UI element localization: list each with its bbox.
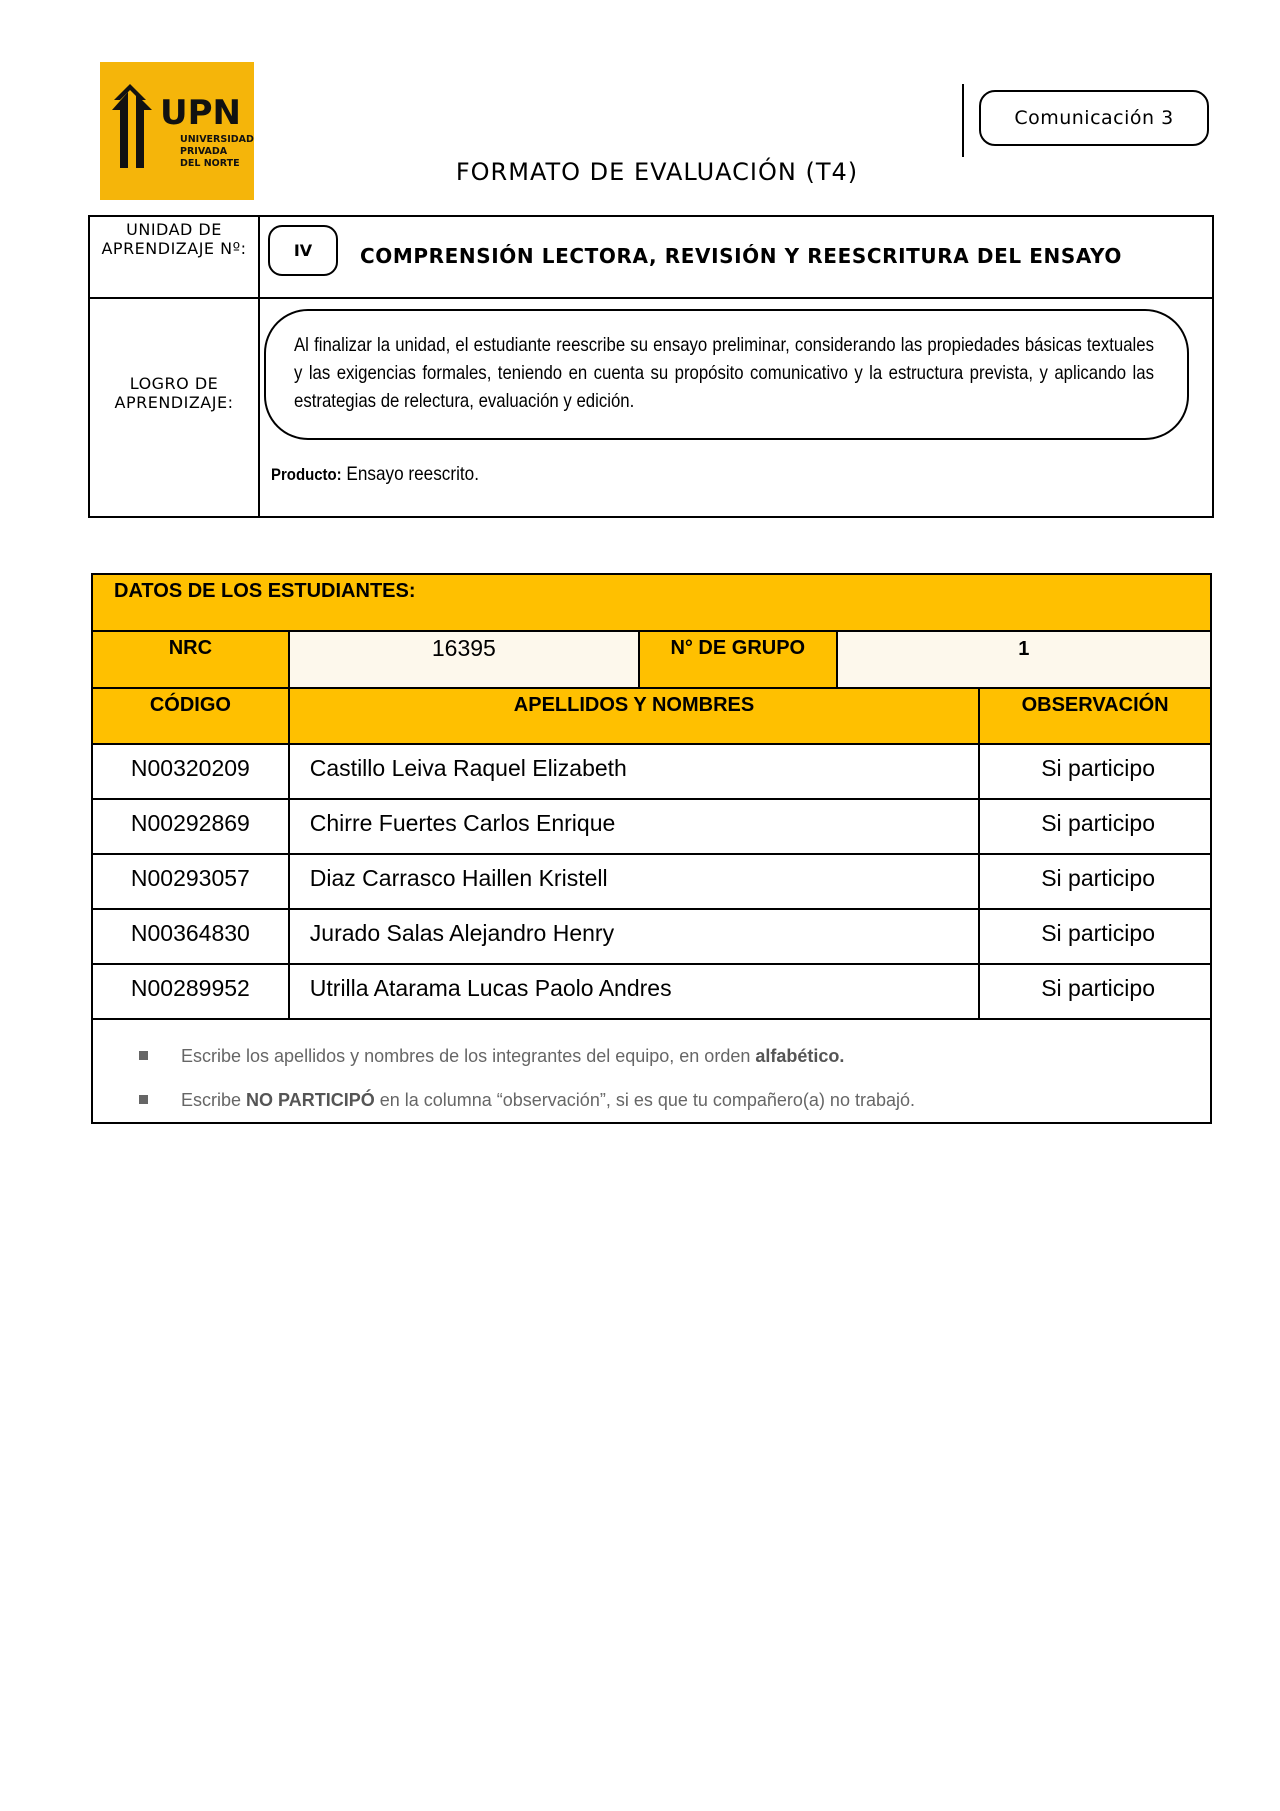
students-table — [91, 573, 1212, 1124]
student-code: N00320209 — [92, 744, 289, 799]
course-divider — [962, 84, 964, 157]
student-observation: Si participo — [979, 799, 1211, 854]
student-name: Jurado Salas Alejandro Henry — [289, 909, 979, 964]
col-header-obs: OBSERVACIÓN — [979, 688, 1211, 744]
unit-number: IV — [268, 225, 338, 276]
logo-line-2: PRIVADA — [180, 146, 228, 157]
page-title: FORMATO DE EVALUACIÓN (T4) — [455, 158, 859, 186]
instruction-item: Escribe NO PARTICIPÓ en la columna “observación”, si es que tu compañero(a) no trabajó. — [139, 1078, 1210, 1122]
nrc-label-cell — [92, 631, 289, 688]
square-bullet-icon — [139, 1051, 148, 1060]
student-observation: Si participo — [979, 909, 1211, 964]
student-name: Diaz Carrasco Haillen Kristell — [289, 854, 979, 909]
student-code: N00289952 — [92, 964, 289, 1019]
unit-label: UNIDAD DE APRENDIZAJE Nº: — [101, 220, 247, 258]
col-header-code: CÓDIGO — [92, 688, 289, 744]
product-line — [271, 463, 479, 486]
logro-text: Al finalizar la unidad, el estudiante reescribe su ensayo preliminar, considerando las propiedades básicas textuales y las exigencias formales, teniendo en cuenta su propósito comunicativo y la estructura prevista, y aplicando las estrategias de relectura, evaluación y edición. — [294, 334, 1154, 412]
group-label-cell — [639, 631, 837, 688]
unit-table-divider-h — [88, 297, 1214, 299]
square-bullet-icon — [139, 1095, 148, 1104]
col-header-name: APELLIDOS Y NOMBRES — [289, 688, 979, 744]
student-name: Utrilla Atarama Lucas Paolo Andres — [289, 964, 979, 1019]
table-row — [92, 964, 1211, 1019]
table-row — [92, 854, 1211, 909]
product-value: Ensayo reescrito. — [346, 463, 479, 485]
upn-arrow-icon — [112, 84, 152, 168]
logro-label: LOGRO DE APRENDIZAJE: — [114, 374, 234, 412]
logo-line-3: DEL NORTE — [180, 158, 240, 169]
students-section-title: DATOS DE LOS ESTUDIANTES: — [114, 580, 416, 602]
unit-title: COMPRENSIÓN LECTORA, REVISIÓN Y REESCRITURA DEL ENSAYO — [360, 244, 1122, 268]
table-row — [92, 744, 1211, 799]
group-label: N° DE GRUPO — [670, 637, 806, 659]
student-code: N00292869 — [92, 799, 289, 854]
students-section-cell — [92, 574, 1211, 631]
logo-name: UPN — [160, 93, 241, 133]
table-row — [92, 799, 1211, 854]
group-value: 1 — [837, 631, 1211, 688]
instructions-cell — [92, 1019, 1211, 1123]
unit-table-divider-v — [258, 215, 260, 518]
student-observation: Si participo — [979, 744, 1211, 799]
logo-line-1: UNIVERSIDAD — [180, 134, 254, 145]
student-name: Chirre Fuertes Carlos Enrique — [289, 799, 979, 854]
logro-box — [264, 309, 1189, 440]
course-badge: Comunicación 3 — [979, 90, 1209, 146]
product-label: Producto: — [271, 465, 342, 484]
instruction-item: Escribe los apellidos y nombres de los integrantes del equipo, en orden alfabético. — [139, 1034, 1210, 1078]
nrc-label: NRC — [168, 637, 213, 659]
student-name: Castillo Leiva Raquel Elizabeth — [289, 744, 979, 799]
student-observation: Si participo — [979, 964, 1211, 1019]
table-row — [92, 909, 1211, 964]
nrc-value: 16395 — [289, 631, 639, 688]
student-observation: Si participo — [979, 854, 1211, 909]
student-code: N00293057 — [92, 854, 289, 909]
student-code: N00364830 — [92, 909, 289, 964]
